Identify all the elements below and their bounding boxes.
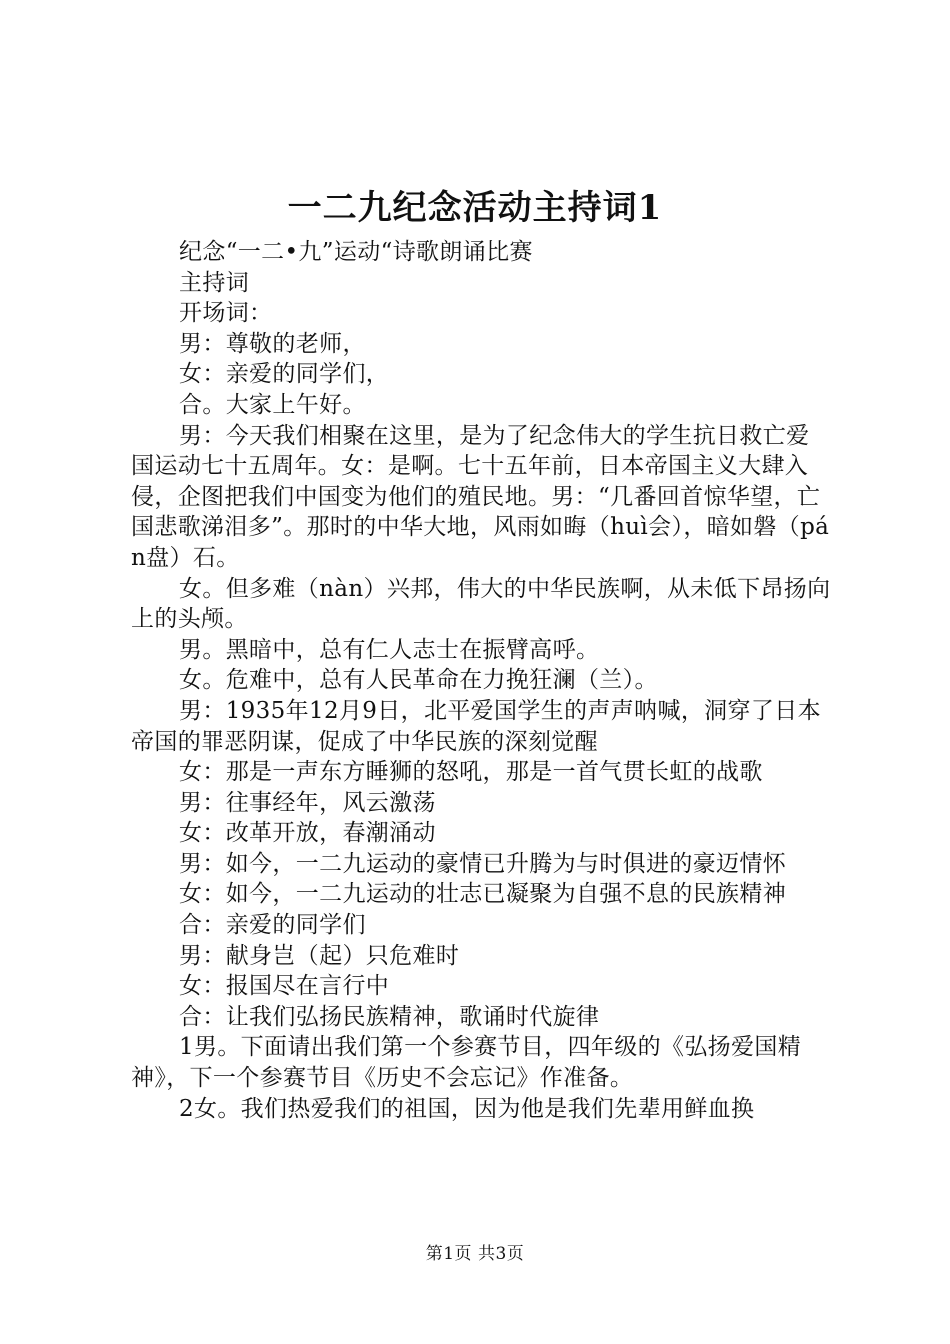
paragraph: 开场词： (179, 300, 273, 327)
paragraph: 女：如今，一二九运动的壮志已凝聚为自强不息的民族精神 (179, 881, 787, 908)
paragraph: 女：亲爱的同学们， (179, 361, 390, 388)
paragraph: 女：那是一声东方睡狮的怒吼，那是一首气贯长虹的战歌 (179, 759, 763, 786)
paragraph: 主持词 (179, 269, 250, 296)
paragraph: 男：尊敬的老师， (179, 330, 366, 357)
paragraph: 女：改革开放，春潮涌动 (179, 820, 436, 847)
paragraph: 男：今天我们相聚在这里，是为了纪念伟大的学生抗日救亡爱国运动七十五周年。女：是啊。七十五年前，日本帝国主义大肆入侵，企图把我们中国变为他们的殖民地。男：“几番回首惊华望，亡国悲歌涕泪多”。那时的中华大地，风雨如晦（huì会），暗如磐（pán盘）石。 (131, 422, 830, 571)
paragraph: 纪念“一二•九”运动“诗歌朗诵比赛 (179, 239, 533, 265)
paragraph: 男：如今，一二九运动的豪情已升腾为与时俱进的豪迈情怀 (179, 850, 787, 877)
document-body (131, 237, 831, 1124)
paragraph: 1男。下面请出我们第一个参赛节目，四年级的《弘扬爱国精神》，下一个参赛节目《历史不会忘记》作准备。 (131, 1034, 802, 1092)
paragraph: 男：献身岂（起）只危难时 (179, 942, 460, 969)
paragraph: 男：往事经年，风云激荡 (179, 789, 436, 816)
paragraph: 合。大家上午好。 (179, 391, 366, 418)
page-footer: 第1页 共3页 (425, 1244, 525, 1264)
paragraph: 男：1935年12月9日，北平爱国学生的声声呐喊，洞穿了日本帝国的罪恶阴谋，促成了中华民族的深刻觉醒 (131, 697, 821, 755)
paragraph: 男。黑暗中，总有仁人志士在振臂高呼。 (179, 636, 600, 663)
paragraph: 2女。我们热爱我们的祖国，因为他是我们先辈用鲜血换 (179, 1095, 755, 1122)
paragraph: 合：让我们弘扬民族精神，歌诵时代旋律 (179, 1003, 600, 1030)
paragraph: 女。危难中，总有人民革命在力挽狂澜（兰）。 (179, 667, 658, 694)
document-title: 一二九纪念活动主持词1 (287, 188, 663, 228)
paragraph: 女：报国尽在言行中 (179, 973, 390, 1000)
paragraph: 女。但多难（nàn）兴邦，伟大的中华民族啊，从未低下昂扬向上的头颅。 (131, 575, 831, 633)
paragraph: 合：亲爱的同学们 (179, 912, 366, 939)
